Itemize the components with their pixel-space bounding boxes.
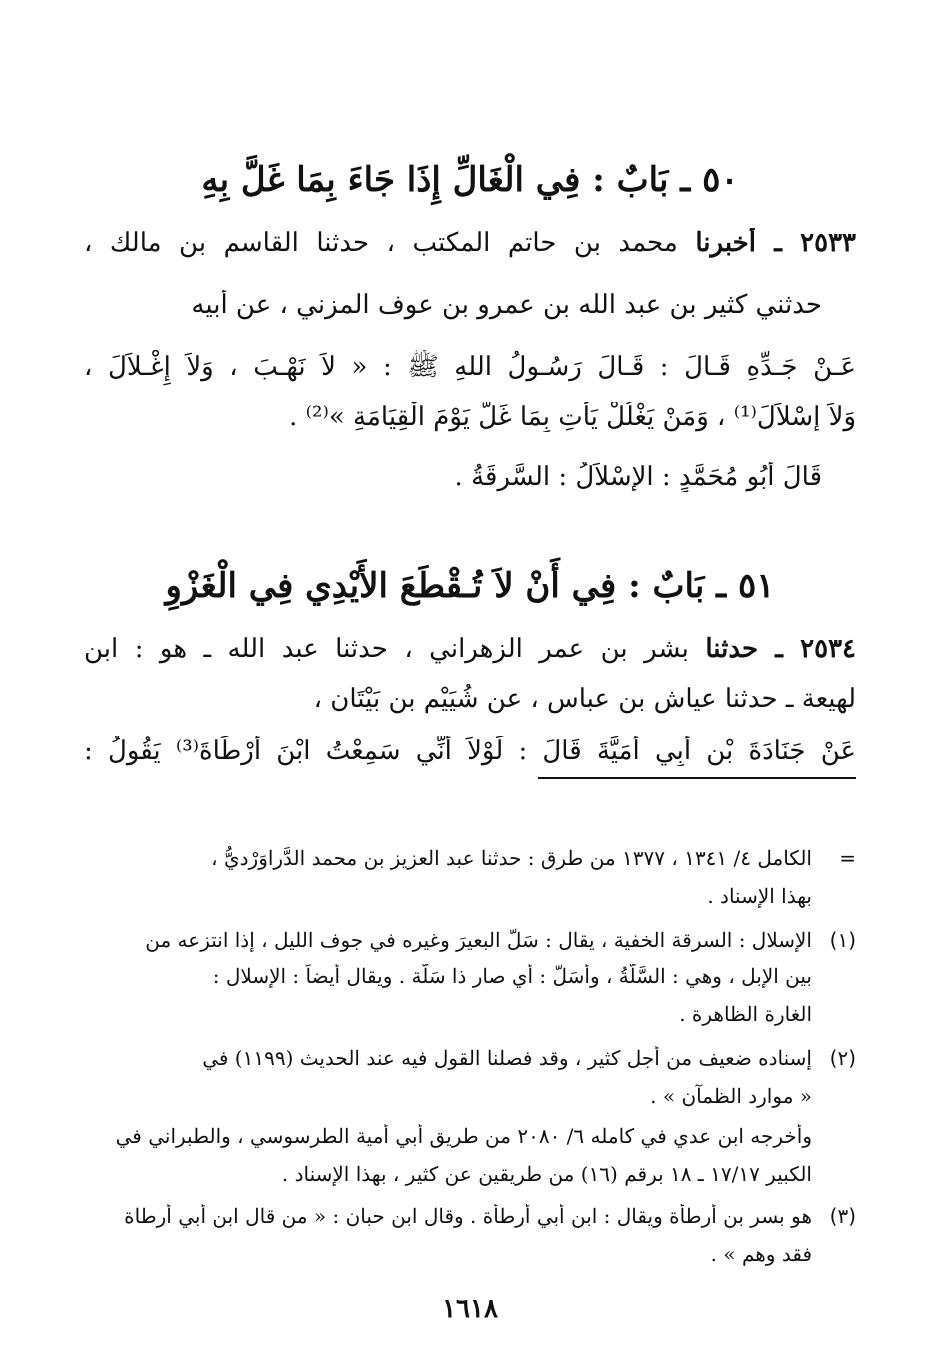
footnote-3-line-2: فقد وهم » . [710,1242,812,1266]
footnote-1-line-3: الغارة الظاهرة . [679,1002,812,1026]
footnote-0-line-1: =الكامل ٤/ ١٣٤١ ، ١٣٧٧ من طرق : حدثنا عبد العزيز بن محمد الدَّراوَرْديُّ ، [211,846,856,870]
footnote-separator [538,777,856,779]
footnote-mark: (٣) [829,1204,856,1228]
hadith-text: بشر بن عمر الزهراني ، حدثنا عبد الله ـ هو : ابن [84,634,706,664]
footnote-2-line-1: (٢)إسناده ضعيف من أجل كثير ، وقد فصلنا القول فيه عند الحديث (١١٩٩) في [202,1046,856,1070]
footnote-2-line-2: « موارد الظمآن » . [650,1084,812,1108]
hadith-number: ٢٥٣٤ ـ حدثنا [705,634,856,664]
chapter-heading-51: ٥١ ـ بَابٌ : فِي أَنْ لاَ تُـقْطَعَ الأَيْدِي فِي الْغَزْوِ [165,566,775,606]
hadith-2533-line-3: عَـنْ جَـدِّهِ قَـالَ : قَـالَ رَسُـولُ اللهِ ﷺ : « لاَ نَهْـبَ ، وَلاَ إِغْـلاَلَ ، [84,352,856,382]
footnote-mark: = [839,846,856,870]
hadith-number: ٢٥٣٣ ـ أخبرنا [695,228,856,258]
footnote-2-line-3: وأخرجه ابن عدي في كامله ٦/ ٢٠٨٠ من طريق أبي أمية الطرسوسي ، والطبراني في [115,1124,812,1148]
hadith-2533-line-5: قَالَ أَبُو مُحَمَّدٍ : الإِسْلاَلُ : السَّرِقَةُ . [454,462,822,492]
hadith-2534-line-1 [84,634,856,664]
footnote-1-line-1: (١)الإسلال : السرقة الخفية ، يقال : سَلَّ البعيرَ وغيره في جوف الليل ، إذا انتزعه من [145,928,856,952]
footnote-mark: (١) [829,928,856,952]
chapter-heading-50: ٥٠ ـ بَابٌ : فِي الْغَالِّ إِذَا جَاءَ بِمَا غَلَّ بِهِ [201,160,739,200]
hadith-text: محمد بن حاتم المكتب ، حدثنا القاسم بن مالك ، [84,228,696,258]
footnote-0-line-2: بهذا الإسناد . [707,884,812,908]
hadith-2533-line-4: وَلاَ إِسْلاَلَ⁽¹⁾ ، وَمَنْ يَغْلُلْ يَأْتِ بِمَا غَلَّ يَوْمَ الْقِيَامَةِ »⁽²⁾ . [289,402,856,432]
hadith-2534-line-3: عَنْ جَنَادَةَ بْنِ أَبِي أُمَيَّةَ قَالَ : لَوْلاَ أَنِّي سَمِعْتُ ابْنَ أَرْطَاةَ⁽³⁾ يَقُولُ : [84,736,856,766]
hadith-2533-line-1 [84,228,856,258]
hadith-2533-line-2: حدثني كثير بن عبد الله بن عمرو بن عوف المزني ، عن أبيه [191,290,822,320]
footnote-3-line-1: (٣)هو بسر بن أرطأة ويقال : ابن أبي أرطأة . وقال ابن حبان : « من قال ابن أبي أرطاة [124,1204,856,1228]
page-number: ١٦١٨ [442,1294,498,1324]
hadith-2534-line-2: لهيعة ـ حدثنا عياش بن عباس ، عن شُيَيْمِ بن بَيْتَان ، [313,684,856,714]
footnote-mark: (٢) [829,1046,856,1070]
footnote-2-line-4: الكبير ١٧/١٧ ـ ١٨ برقم (١٦) من طريقين عن كثير ، بهذا الإسناد . [281,1162,812,1186]
footnote-1-line-2: بين الإبل ، وهي : السَّلَّةُ ، وأَسَلَّ : أي صار ذا سَلَّة . ويقال أيضاً : الإسلال : [212,964,812,988]
